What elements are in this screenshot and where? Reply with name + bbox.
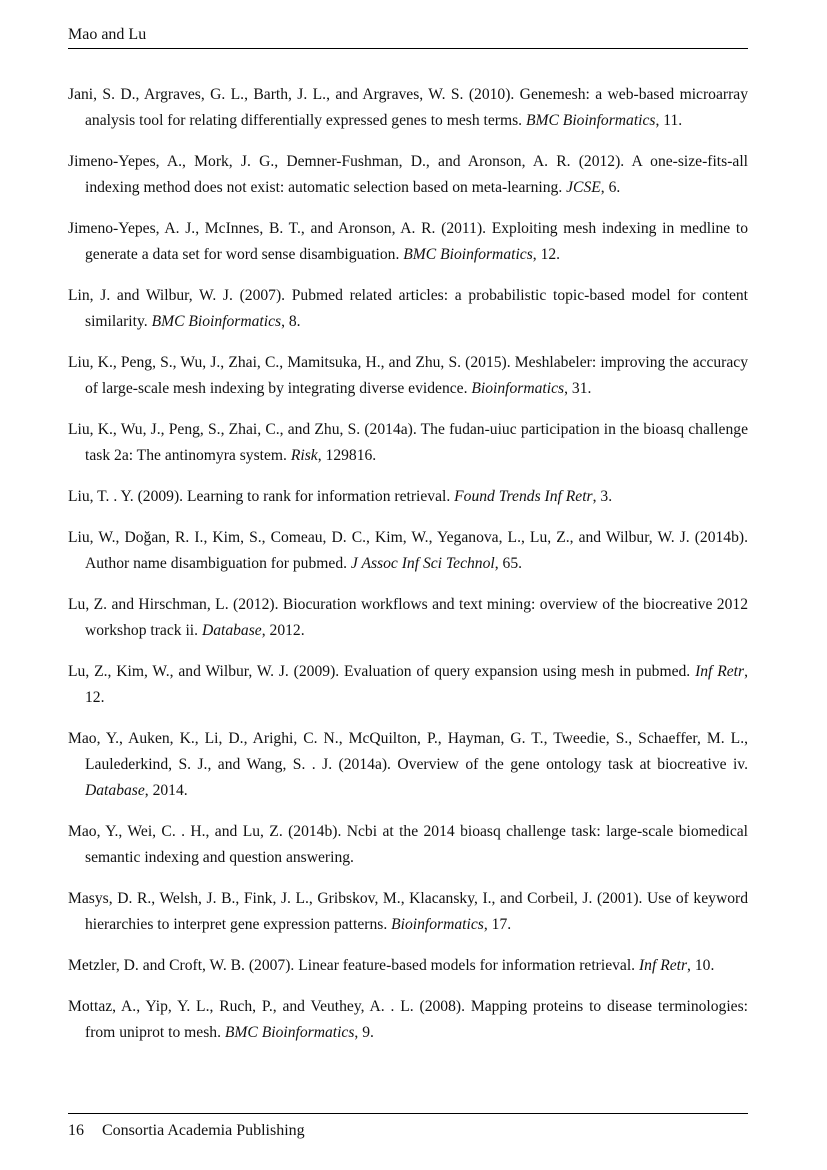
reference-item (68, 592, 748, 644)
reference-volume: , 11. (655, 112, 683, 129)
reference-item (68, 149, 748, 201)
reference-item (68, 819, 748, 871)
reference-volume: , 17. (483, 916, 512, 933)
reference-venue: JCSE (566, 179, 601, 196)
reference-volume: , 2014. (144, 782, 188, 799)
reference-text: Jimeno-Yepes, A., Mork, J. G., Demner-Fushman, D., and Aronson, A. R. (2012). A one-size-fits-all indexing method does not exist: automatic selection based on meta-learning. (68, 153, 748, 196)
reference-venue: BMC Bioinformatics (525, 112, 656, 129)
reference-volume: , 10. (687, 957, 715, 974)
reference-venue: BMC Bioinformatics (151, 313, 282, 330)
reference-text: Jimeno-Yepes, A. J., McInnes, B. T., and Aronson, A. R. (2011). Exploiting mesh indexing in medline to generate a data set for word sense disambiguation. (68, 220, 748, 263)
reference-volume: , 129816. (317, 447, 377, 464)
reference-text: Masys, D. R., Welsh, J. B., Fink, J. L., Gribskov, M., Klacansky, I., and Corbeil, J. (2001). Use of keyword hierarchies to interpret gene expression patterns. (68, 890, 748, 933)
reference-text: Liu, W., Doğan, R. I., Kim, S., Comeau, D. C., Kim, W., Yeganova, L., Lu, Z., and Wilbur, W. J. (2014b). Author name disambiguation for pubmed. (68, 529, 748, 572)
reference-text: Lu, Z. and Hirschman, L. (2012). Biocuration workflows and text mining: overview of the biocreative 2012 workshop track ii. (68, 596, 748, 639)
reference-volume: , 65. (494, 555, 523, 572)
reference-text: Liu, K., Peng, S., Wu, J., Zhai, C., Mamitsuka, H., and Zhu, S. (2015). Meshlabeler: improving the accuracy of large-scale mesh indexing by integrating diverse evidence. (68, 354, 748, 397)
reference-venue: BMC Bioinformatics (224, 1024, 355, 1041)
reference-item (68, 659, 748, 711)
reference-item (68, 417, 748, 469)
reference-volume: , 12. (85, 663, 748, 706)
reference-volume: , 8. (281, 313, 301, 330)
reference-volume: , 31. (564, 380, 592, 397)
reference-venue: Inf Retr (695, 663, 745, 680)
reference-venue: Inf Retr (638, 957, 688, 974)
reference-item (68, 82, 748, 134)
reference-text: Jani, S. D., Argraves, G. L., Barth, J. L., and Argraves, W. S. (2010). Genemesh: a web-based microarray analysis tool for relating differentially expressed genes to mesh terms. (68, 86, 748, 129)
reference-text: Liu, T. . Y. (2009). Learning to rank for information retrieval. (68, 488, 455, 505)
running-title: Mao and Lu (68, 26, 147, 43)
reference-venue: BMC Bioinformatics (403, 246, 533, 263)
reference-venue: Found Trends Inf Retr (454, 488, 593, 505)
reference-item (68, 953, 748, 979)
reference-item (68, 886, 748, 938)
reference-volume: , 6. (600, 179, 621, 196)
reference-volume: , 12. (532, 246, 561, 263)
reference-item (68, 216, 748, 268)
publisher-name: Consortia Academia Publishing (102, 1122, 305, 1139)
reference-venue: Risk (290, 447, 318, 464)
reference-item (68, 994, 748, 1046)
reference-list (68, 82, 748, 1061)
reference-text: Metzler, D. and Croft, W. B. (2007). Linear feature-based models for information retrieval. (68, 957, 639, 974)
page-footer (68, 1113, 748, 1142)
reference-venue: Database (85, 782, 145, 799)
page-number: 16 (68, 1122, 84, 1139)
reference-item (68, 350, 748, 402)
reference-volume: , 9. (354, 1024, 374, 1041)
reference-item (68, 525, 748, 577)
reference-venue: Bioinformatics (471, 380, 565, 397)
reference-text: Lin, J. and Wilbur, W. J. (2007). Pubmed related articles: a probabilistic topic-based model for content similarity. (68, 287, 748, 330)
reference-volume: , 2012. (261, 622, 305, 639)
reference-item (68, 283, 748, 335)
reference-item (68, 484, 748, 510)
reference-venue: Bioinformatics (391, 916, 484, 933)
reference-volume: , 3. (592, 488, 613, 505)
reference-venue: J Assoc Inf Sci Technol (350, 555, 495, 572)
reference-text: Mao, Y., Auken, K., Li, D., Arighi, C. N., McQuilton, P., Hayman, G. T., Tweedie, S., Schaeffer, M. L., Laulederkind, S. J., and Wang, S. . J. (2014a). Overview of the gene ontology task at biocreative iv. (68, 730, 748, 773)
reference-venue: Database (201, 622, 262, 639)
reference-text: Lu, Z., Kim, W., and Wilbur, W. J. (2009). Evaluation of query expansion using mesh in pubmed. (68, 663, 696, 680)
reference-text: Mottaz, A., Yip, Y. L., Ruch, P., and Veuthey, A. . L. (2008). Mapping proteins to disease terminologies: from uniprot to mesh. (68, 998, 748, 1041)
running-header (68, 24, 748, 49)
reference-item (68, 726, 748, 804)
reference-text: Liu, K., Wu, J., Peng, S., Zhai, C., and Zhu, S. (2014a). The fudan-uiuc participation in the bioasq challenge task 2a: The antinomyra system. (68, 421, 748, 464)
reference-text: Mao, Y., Wei, C. . H., and Lu, Z. (2014b). Ncbi at the 2014 bioasq challenge task: large-scale biomedical semantic indexing and question answering. (68, 823, 748, 866)
